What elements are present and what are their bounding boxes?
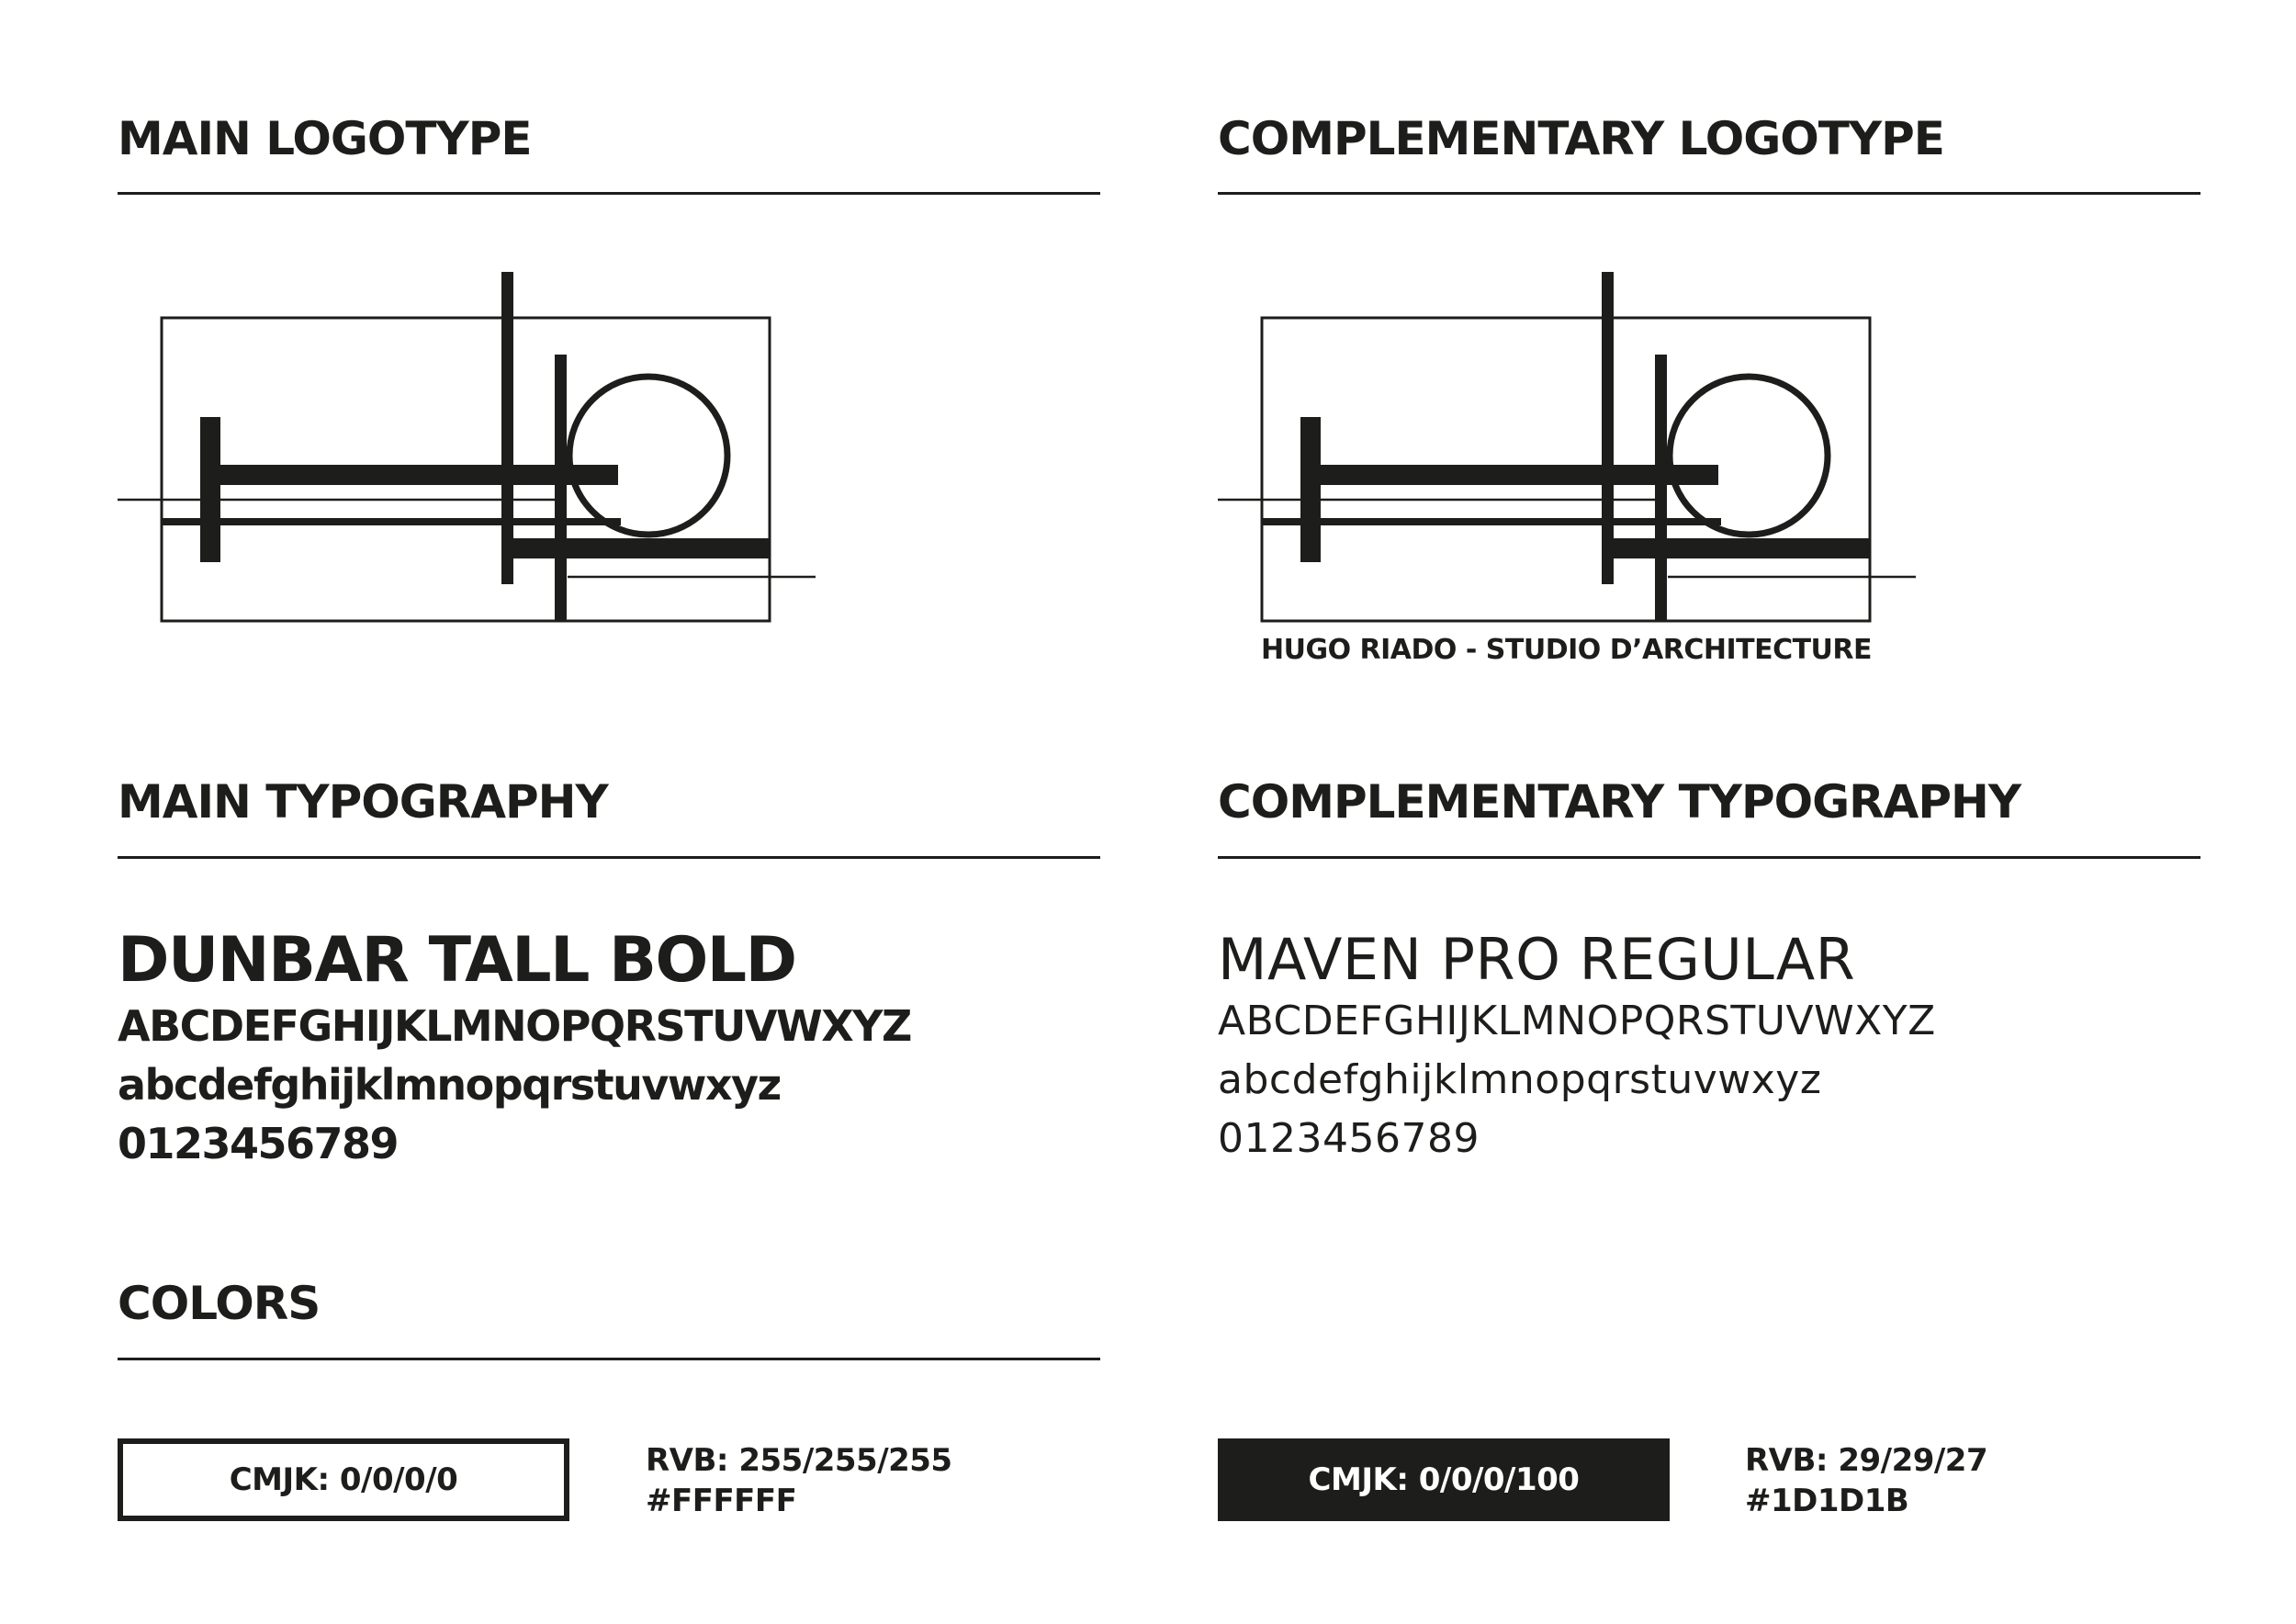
main-logotype-rule (118, 192, 1100, 195)
complementary-logotype-heading: COMPLEMENTARY LOGOTYPE (1218, 112, 1944, 165)
white-hex-label: #FFFFFF (646, 1483, 797, 1520)
black-color-values (1745, 1440, 1987, 1521)
color-swatch-white (118, 1438, 569, 1521)
black-rgb-label: RVB: 29/29/27 (1745, 1442, 1988, 1479)
white-cmyk-label: CMJK: 0/0/0/0 (229, 1461, 458, 1498)
main-font-uppercase: ABCDEFGHIJKLMNOPQRSTUVWXYZ (118, 1001, 911, 1051)
white-color-values (646, 1440, 952, 1521)
complementary-typography-heading: COMPLEMENTARY TYPOGRAPHY (1218, 775, 2021, 829)
complementary-typography-specimen (1218, 926, 1936, 1178)
black-hex-label: #1D1D1B (1745, 1483, 1909, 1520)
complementary-typography-rule (1218, 856, 2200, 859)
complementary-font-lowercase: abcdefghijklmnopqrstuvwxyz (1218, 1056, 1822, 1103)
colors-heading: COLORS (118, 1277, 321, 1330)
main-logo (118, 272, 825, 630)
complementary-logotype-rule (1218, 192, 2200, 195)
main-font-digits: 0123456789 (118, 1119, 399, 1168)
main-typography-heading: MAIN TYPOGRAPHY (118, 775, 608, 829)
main-font-lowercase: abcdefghijklmnopqrstuvwxyz (118, 1060, 781, 1110)
white-rgb-label: RVB: 255/255/255 (646, 1442, 952, 1479)
logo-tagline: HUGO RIADO - STUDIO D’ARCHITECTURE (1261, 634, 1873, 666)
colors-rule (118, 1358, 1100, 1360)
main-font-name: DUNBAR TALL BOLD (118, 924, 796, 997)
complementary-logo (1218, 272, 1925, 630)
main-typography-specimen (118, 924, 911, 1181)
complementary-font-name: MAVEN PRO REGULAR (1218, 926, 1856, 993)
main-typography-rule (118, 856, 1100, 859)
complementary-font-digits: 0123456789 (1218, 1115, 1480, 1162)
color-swatch-black (1218, 1438, 1670, 1521)
main-logotype-heading: MAIN LOGOTYPE (118, 112, 532, 165)
complementary-font-uppercase: ABCDEFGHIJKLMNOPQRSTUVWXYZ (1218, 998, 1936, 1044)
black-cmyk-label: CMJK: 0/0/0/100 (1308, 1461, 1580, 1498)
